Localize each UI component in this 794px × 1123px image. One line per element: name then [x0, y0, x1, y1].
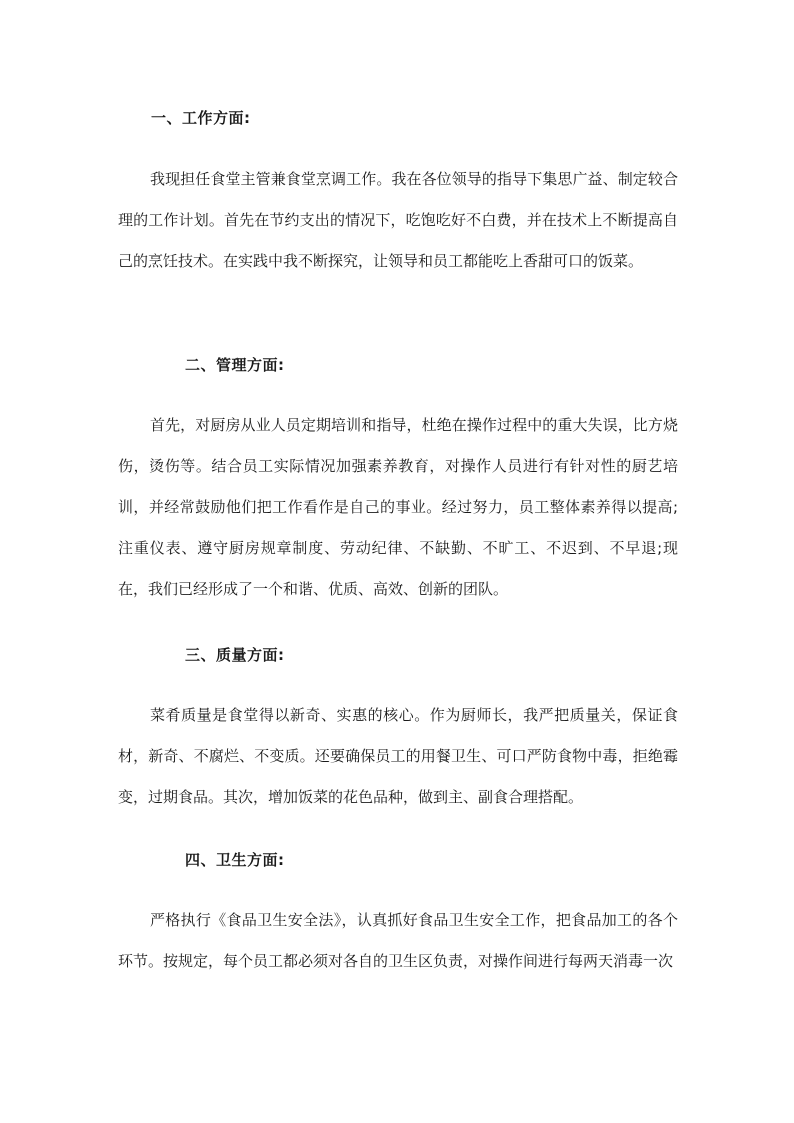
- section-heading-hygiene: 四、卫生方面:: [185, 851, 285, 869]
- section-heading-management: 二、管理方面:: [185, 356, 285, 374]
- section-heading-work: 一、工作方面:: [151, 109, 251, 127]
- section-body-work: 我现担任食堂主管兼食堂烹调工作。我在各位领导的指导下集思广益、制定较合理的工作计划。首先在节约支出的情况下，吃饱吃好不白费，并在技术上不断提高自己的烹饪技术。在实践中我不断探究，让领导和员工都能吃上香甜可口的饭菜。: [118, 170, 678, 270]
- section-body-hygiene: 严格执行《食品卫生安全法》，认真抓好食品卫生安全工作，把食品加工的各个环节。按规定，每个员工都必须对各自的卫生区负责，对操作间进行每两天消毒一次: [118, 911, 678, 970]
- section-heading-quality: 三、质量方面:: [185, 646, 285, 664]
- section-body-management: 首先，对厨房从业人员定期培训和指导，杜绝在操作过程中的重大失误，比方烧伤，烫伤等。结合员工实际情况加强素养教育，对操作人员进行有针对性的厨艺培训，并经常鼓励他们把工作看作是自己的事业。经过努力，员工整体素养得以提高;注重仪表、遵守厨房规章制度、劳动纪律、不缺勤、不旷工、不迟到、不早退;现在，我们已经形成了一个和谐、优质、高效、创新的团队。: [118, 416, 678, 598]
- section-body-quality: 菜肴质量是食堂得以新奇、实惠的核心。作为厨师长，我严把质量关，保证食材，新奇、不腐烂、不变质。还要确保员工的用餐卫生、可口严防食物中毒，拒绝霉变，过期食品。其次，增加饭菜的花色品种，做到主、副食合理搭配。: [118, 706, 678, 806]
